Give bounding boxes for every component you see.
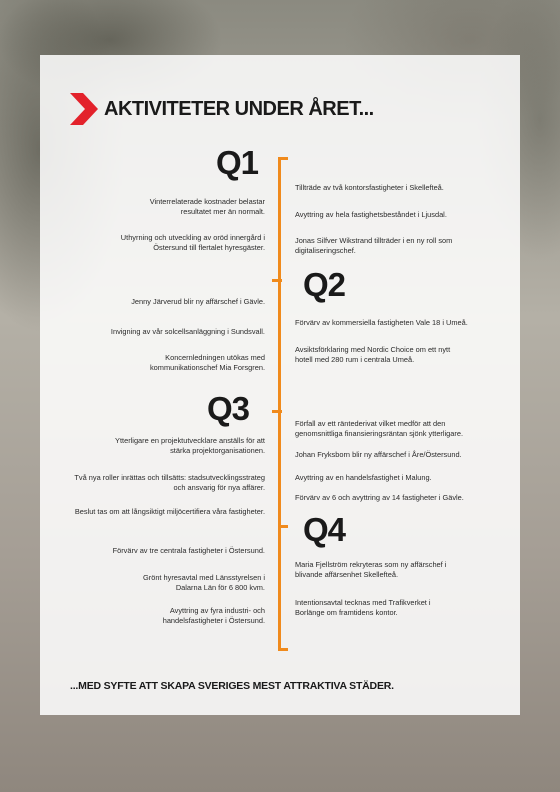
q2-event: Invigning av vår solcellsanläggning i Sundsvall. — [110, 327, 265, 336]
timeline-tick — [278, 525, 288, 528]
timeline-tick — [272, 410, 282, 413]
q2-event: Koncernledningen utökas med kommunikationschef Mia Forsgren. — [149, 353, 265, 372]
q3-event: Förfall av ett räntederivat vilket medför att den genomsnittliga finansieringsräntan sjönk ytterligare. — [295, 419, 464, 438]
q3-event: Avyttring av en handelsfastighet i Malung. — [295, 473, 432, 482]
q1-event: Jonas Silfver Wikstrand tillträder i en ny roll som digitaliseringschef. — [295, 236, 453, 255]
q2-event: Förvärv av kommersiella fastigheten Vale 18 i Umeå. — [295, 318, 468, 327]
quarter-label-q3: Q3 — [207, 390, 250, 427]
q3-event: Beslut tas om att långsiktigt miljöcertifiera våra fastigheter. — [74, 507, 265, 516]
timeline-tick — [278, 157, 288, 160]
quarter-label-q1: Q1 — [216, 144, 259, 181]
q1-event: Vinterrelaterade kostnader belastar resultatet mer än normalt. — [149, 197, 265, 216]
q1-event: Avyttring av hela fastighetsbeståndet i Ljusdal. — [295, 210, 447, 219]
timeline-line — [278, 157, 281, 651]
timeline-tick — [278, 648, 288, 651]
q4-event: Avyttring av fyra industri- och handelsfastigheter i Östersund. — [162, 606, 265, 625]
footer-tagline: ...MED SYFTE ATT SKAPA SVERIGES MEST ATTRAKTIVA STÄDER. — [70, 680, 394, 692]
timeline-tick — [272, 279, 282, 282]
q4-event: Grönt hyresavtal med Länsstyrelsen i Dalarna Län för 6 800 kvm. — [143, 573, 265, 592]
page-title: AKTIVITETER UNDER ÅRET... — [104, 97, 374, 120]
q3-event: Ytterligare en projektutvecklare anställs för att stärka projektorganisationen. — [115, 436, 265, 455]
quarter-label-q2: Q2 — [303, 266, 346, 303]
q4-event: Maria Fjellström rekryteras som ny affärschef i blivande affärsenhet Skellefteå. — [295, 560, 447, 579]
q4-event: Förvärv av tre centrala fastigheter i Östersund. — [112, 546, 265, 555]
q3-event: Johan Fryksborn blir ny affärschef i Åre/Östersund. — [295, 450, 462, 459]
q3-event: Två nya roller inrättas och tillsätts: stadsutvecklingsstrateg och ansvarig för nya affärer. — [74, 473, 265, 492]
red-chevron-icon — [70, 93, 98, 125]
q2-event: Jenny Järverud blir ny affärschef i Gävle. — [131, 297, 265, 306]
q4-event: Intentionsavtal tecknas med Trafikverket i Borlänge om framtidens kontor. — [295, 598, 431, 617]
quarter-label-q4: Q4 — [303, 511, 346, 548]
content-card — [40, 55, 520, 715]
q1-event: Tillträde av två kontorsfastigheter i Skellefteå. — [295, 183, 444, 192]
page-heading — [70, 93, 374, 125]
q1-event: Uthyrning och utveckling av oröd innergård i Östersund till flertalet hyresgäster. — [120, 233, 265, 252]
q2-event: Avsiktsförklaring med Nordic Choice om ett nytt hotell med 280 rum i centrala Umeå. — [295, 345, 451, 364]
q3-event: Förvärv av 6 och avyttring av 14 fastigheter i Gävle. — [295, 493, 464, 502]
